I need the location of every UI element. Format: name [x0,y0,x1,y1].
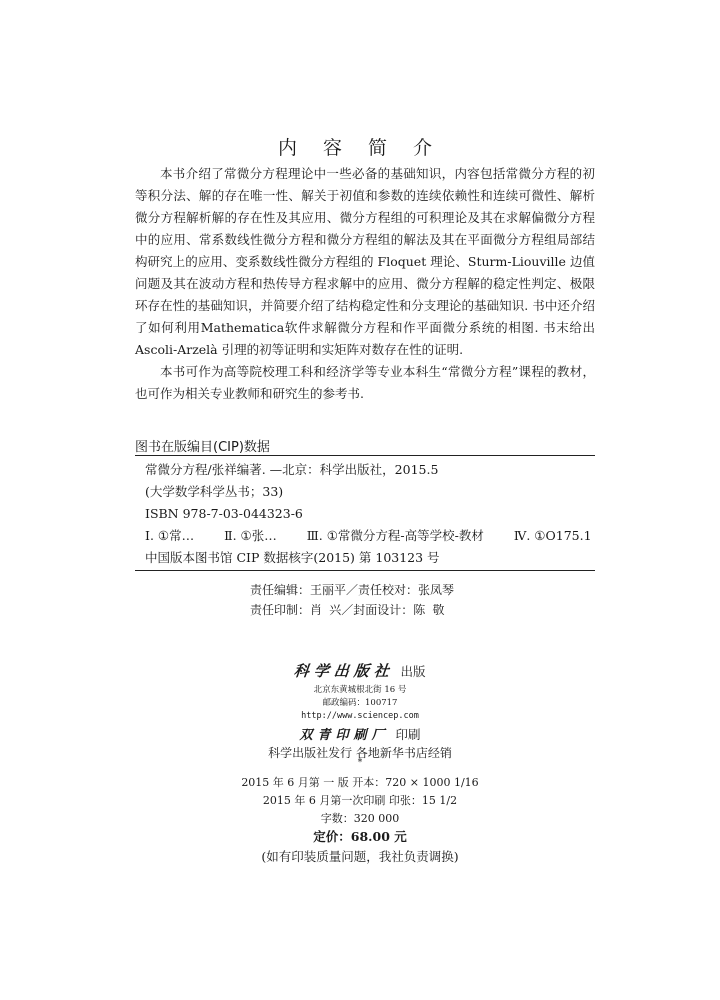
cip-heading: 图书在版编目(CIP)数据 [135,440,270,455]
cip-class-3: Ⅲ. ①常微分方程-高等学校-教材 [306,528,484,543]
publisher-logo: 科学出版社 [293,662,396,680]
cip-title-line: 常微分方程/张祥编著. —北京：科学出版社，2015.5 [145,462,439,477]
price-line: 定价：68.00 元 [313,829,407,844]
cip-classification-line [145,525,595,547]
separator-star: * [357,758,363,768]
cip-record-number: 中国版本图书馆 CIP 数据核字(2015) 第 103123 号 [145,550,440,565]
page-title: 内 容 简 介 [277,137,443,159]
cip-class-2: Ⅱ. ①张… [224,528,277,543]
publisher-website: http://www.sciencep.com [301,711,419,721]
cip-isbn-line: ISBN 978-7-03-044323-6 [145,506,303,521]
cip-bottom-rule [135,570,595,571]
summary-paragraph-2: 本书可作为高等院校理工科和经济学等专业本科生“常微分方程”课程的教材，也可作为相关专业教师和研究生的参考书. [135,364,595,401]
cip-data-block [145,459,595,569]
cip-class-4: Ⅳ. ①O175.1 [513,528,592,543]
publisher-line [0,660,720,681]
book-summary [135,163,595,405]
publisher-suffix: 出版 [400,664,426,679]
cip-class-1: Ⅰ. ①常… [145,528,195,543]
editorial-credits [250,580,454,620]
word-count-line: 字数：320 000 [320,812,400,825]
cip-top-rule [135,455,595,456]
editor-line-1: 责任编辑：王丽平／责任校对：张凤琴 [250,583,455,597]
printer-suffix: 印刷 [395,727,421,742]
printing-sheets-line: 2015 年 6 月第一次印刷 印张：15 1/2 [262,794,458,807]
distribution-line: 科学出版社发行 各地新华书店经销 [268,746,452,760]
printer-line [0,724,720,743]
edition-format-line: 2015 年 6 月第 一 版 开本：720 × 1000 1/16 [241,776,479,789]
summary-paragraph-1: 本书介绍了常微分方程理论中一些必备的基础知识，内容包括常微分方程的初等积分法、解的存在唯一性、解关于初值和参数的连续依赖性和连续可微性、解析微分方程解析解的存在性及其应用、微分方程组的可积理论及其在求解偏微分方程中的应用、常系数线性微分方程和微分方程组的解法及其在平面微分方程组局部结构研究上的应用、变系数线性微分方程组的 Floquet 理论、Sturm-Liouville 边值问题及其在波动方程和热传导方程求解中的应用、微分方程解的稳定性判定、极限环存在性的基础知识，并简要介绍了结构稳定性和分支理论的基础知识. 书中还介绍了如何利用Mathematica软件求解微分方程和作平面微分系统的相图. 书末给出 Ascoli-Arzelà 引理的初等证明和实矩阵对数存在性的证明. [135,166,595,357]
printer-logo: 双青印刷厂 [299,728,390,743]
publisher-address: 北京东黄城根北街 16 号 [313,685,407,695]
editor-line-2: 责任印制：肖 兴／封面设计：陈 敬 [250,603,445,617]
quality-note: (如有印装质量问题，我社负责调换) [261,849,459,864]
publisher-postcode: 邮政编码：100717 [322,698,398,708]
cip-series-line: (大学数学科学丛书；33) [145,484,284,499]
